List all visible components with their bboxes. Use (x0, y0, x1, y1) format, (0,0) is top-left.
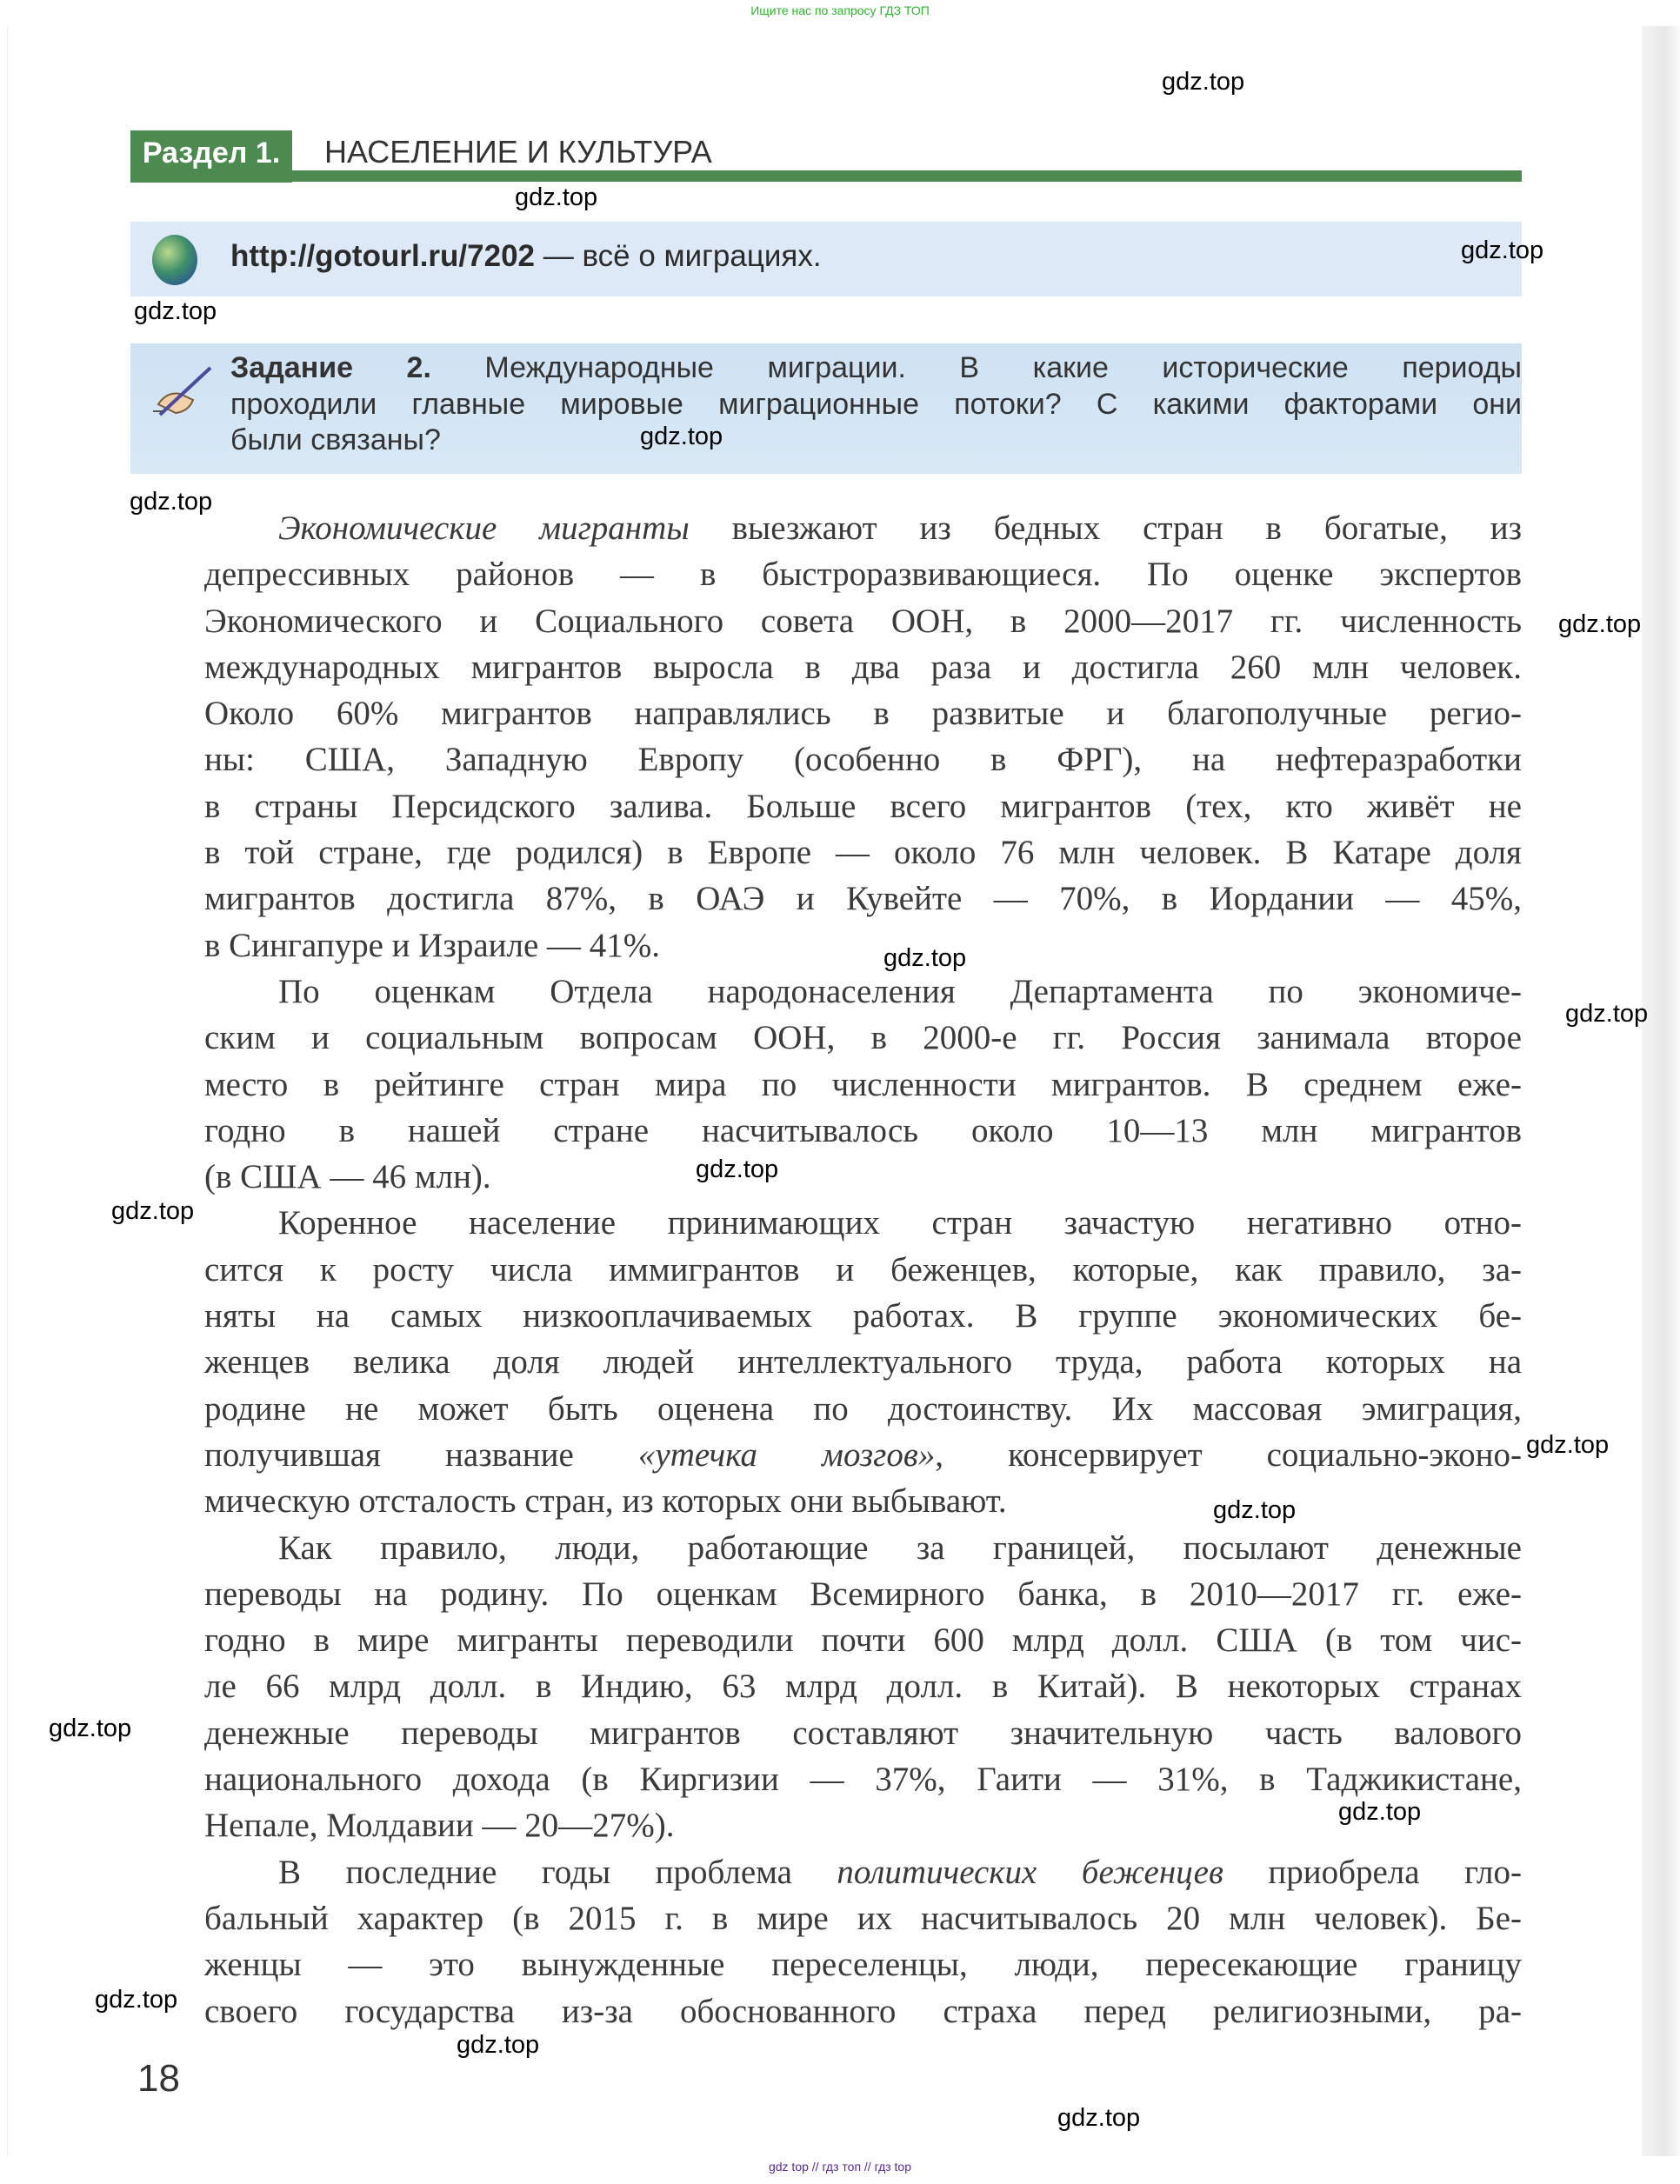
text-segment: получившая название (204, 1435, 638, 1474)
text-segment: международных мигрантов выросла в два раза и достигла 260 млн человек. (204, 648, 1522, 686)
italic-term: «утечка мозгов» (637, 1435, 936, 1474)
text-line (204, 969, 1522, 1015)
section-header (130, 130, 1522, 183)
section-title: НАСЕЛЕНИЕ И КУЛЬТУРА (324, 134, 712, 170)
section-divider (292, 170, 1522, 182)
text-line (204, 1849, 1522, 1895)
text-segment: ским и социальным вопросам ООН, в 2000-е гг. Россия занимала второе (204, 1019, 1522, 1057)
text-segment: место в рейтинге стран мира по численности мигрантов. В среднем еже- (204, 1065, 1522, 1103)
link-box (130, 222, 1522, 296)
text-segment: Экономического и Социального совета ООН, в 2000—2017 гг. численность (204, 602, 1522, 640)
text-line (204, 783, 1522, 829)
text-segment: женцы — это вынужденные переселенцы, люди, пересекающие границу (204, 1946, 1522, 1984)
section-badge: Раздел 1. (130, 130, 292, 183)
text-line (204, 1571, 1522, 1617)
text-segment: мическую отсталость стран, из которых они выбывают. (204, 1482, 1007, 1521)
body-text (204, 505, 1522, 2034)
text-segment: приобрела гло- (1223, 1853, 1522, 1891)
text-line (204, 644, 1522, 690)
text-segment: в страны Персидского залива. Больше всего мигрантов (тех, кто живёт не (204, 787, 1522, 825)
watermark: gdz.top (1057, 2104, 1141, 2132)
text-line (204, 1478, 1522, 1524)
text-line (204, 505, 1522, 551)
text-segment: (в США — 46 млн). (204, 1158, 491, 1196)
text-segment: денежные переводы мигрантов составляют значительную часть валового (204, 1714, 1522, 1752)
text-segment: выезжают из бедных стран в богатые, из (689, 509, 1522, 547)
text-line (204, 1108, 1522, 1154)
url-link[interactable]: http://gotourl.ru/7202 (230, 239, 535, 273)
watermark: gdz.top (1338, 1798, 1422, 1826)
watermark: gdz.top (1526, 1431, 1610, 1459)
task-line: были связаны? (230, 423, 441, 456)
text-line (204, 1293, 1522, 1339)
text-segment: женцев велика доля людей интеллектуального труда, работа которых на (204, 1343, 1522, 1382)
text-segment: своего государства из-за обоснованного страха перед религиозными, ра- (204, 1992, 1522, 2030)
globe-icon (152, 235, 197, 285)
text-line (204, 1710, 1522, 1756)
text-line (204, 1525, 1522, 1571)
text-segment: сится к росту числа иммигрантов и беженцев, которые, как правило, за- (204, 1250, 1522, 1288)
text-segment: В последние годы проблема (278, 1853, 837, 1891)
watermark: gdz.top (130, 488, 213, 516)
top-banner: Ищите нас по запросу ГДЗ ТОП (750, 3, 930, 17)
task-line: проходили главные мировые миграционные потоки? С какими факторами они (230, 387, 1522, 421)
text-line (204, 1432, 1522, 1478)
text-segment: няты на самых низкооплачиваемых работах. В группе экономических бе- (204, 1297, 1522, 1335)
text-line (204, 1154, 1522, 1200)
text-line (204, 1663, 1522, 1709)
watermark: gdz.top (1461, 236, 1544, 264)
text-segment: переводы на родину. По оценкам Всемирного банка, в 2010—2017 гг. еже- (204, 1575, 1522, 1613)
watermark: gdz.top (49, 1715, 132, 1742)
text-line (204, 690, 1522, 736)
text-segment: ны: США, Западную Европу (особенно в ФРГ), на нефтеразработки (204, 741, 1522, 779)
italic-term: политических беженцев (837, 1853, 1223, 1891)
watermark: gdz.top (696, 1155, 779, 1183)
text-line (204, 1988, 1522, 2034)
pen-hand-icon (150, 361, 219, 422)
text-line (204, 736, 1522, 782)
watermark: gdz.top (640, 423, 723, 450)
text-line (204, 1015, 1522, 1061)
text-segment: депрессивных районов — в быстроразвивающиеся. По оценке экспертов (204, 556, 1522, 594)
text-line (204, 829, 1522, 876)
page-number: 18 (137, 2057, 180, 2100)
text-segment: годно в мире мигранты переводили почти 600 млрд долл. США (в том чис- (204, 1621, 1522, 1660)
text-segment: национального дохода (в Киргизии — 37%, Гаити — 31%, в Таджикистане, (204, 1761, 1522, 1799)
watermark: gdz.top (883, 944, 967, 972)
text-segment: ле 66 млрд долл. в Индию, 63 млрд долл. в Китай). В некоторых странах (204, 1668, 1522, 1706)
watermark: gdz.top (95, 1986, 178, 2014)
watermark: gdz.top (1558, 610, 1642, 638)
text-segment: мигрантов достигла 87%, в ОАЭ и Кувейте — 70%, в Иордании — 45%, (204, 880, 1522, 918)
text-segment: , консервирует социально-эконо- (935, 1435, 1522, 1474)
watermark: gdz.top (515, 183, 598, 211)
page-edge-shadow (1642, 26, 1680, 2156)
task-line-text: Международные миграции. В какие исторические периоды (430, 351, 1522, 384)
text-line (204, 1802, 1522, 1848)
task-box (130, 343, 1522, 474)
italic-term: Экономические мигранты (278, 509, 690, 547)
text-line (204, 598, 1522, 644)
watermark: gdz.top (457, 2031, 540, 2059)
text-line (204, 1062, 1522, 1108)
task-line (230, 350, 1522, 387)
task-label: Задание 2. (230, 351, 431, 384)
text-line (204, 1895, 1522, 1941)
task-text (230, 350, 1522, 459)
text-segment: Около 60% мигрантов направлялись в развитые и благополучные регио- (204, 695, 1522, 733)
text-segment: Как правило, люди, работающие за границей, посылают денежные (278, 1528, 1522, 1567)
text-line (204, 551, 1522, 597)
watermark: gdz.top (111, 1197, 195, 1225)
text-line (204, 1339, 1522, 1385)
text-line (204, 922, 1522, 969)
watermark: gdz.top (1565, 1000, 1649, 1028)
text-line (204, 1200, 1522, 1246)
watermark: gdz.top (134, 297, 217, 325)
bottom-banner: gdz top // гдз топ // гдз top (768, 2160, 912, 2174)
text-line (204, 1386, 1522, 1432)
text-segment: годно в нашей стране насчитывалось около 10—13 млн мигрантов (204, 1111, 1522, 1149)
text-line (204, 1941, 1522, 1988)
text-segment: в Сингапуре и Израиле — 41%. (204, 926, 661, 964)
text-segment: Коренное население принимающих стран зачастую негативно отно- (278, 1204, 1522, 1242)
text-segment: бальный характер (в 2015 г. в мире их насчитывалось 20 млн человек). Бе- (204, 1899, 1522, 1937)
text-segment: По оценкам Отдела народонаселения Департамента по экономиче- (278, 972, 1522, 1010)
text-line (204, 1617, 1522, 1663)
link-text (230, 239, 822, 274)
link-description: — всё о миграциях. (535, 239, 822, 273)
text-line (204, 1756, 1522, 1802)
text-line (204, 876, 1522, 922)
text-line (204, 1247, 1522, 1293)
watermark: gdz.top (1162, 68, 1245, 96)
watermark: gdz.top (1213, 1496, 1297, 1524)
text-segment: родине не может быть оценена по достоинству. Их массовая эмиграция, (204, 1389, 1522, 1428)
text-segment: в той стране, где родился) в Европе — около 76 млн человек. В Катаре доля (204, 834, 1522, 872)
text-segment: Непале, Молдавии — 20—27%). (204, 1807, 675, 1845)
